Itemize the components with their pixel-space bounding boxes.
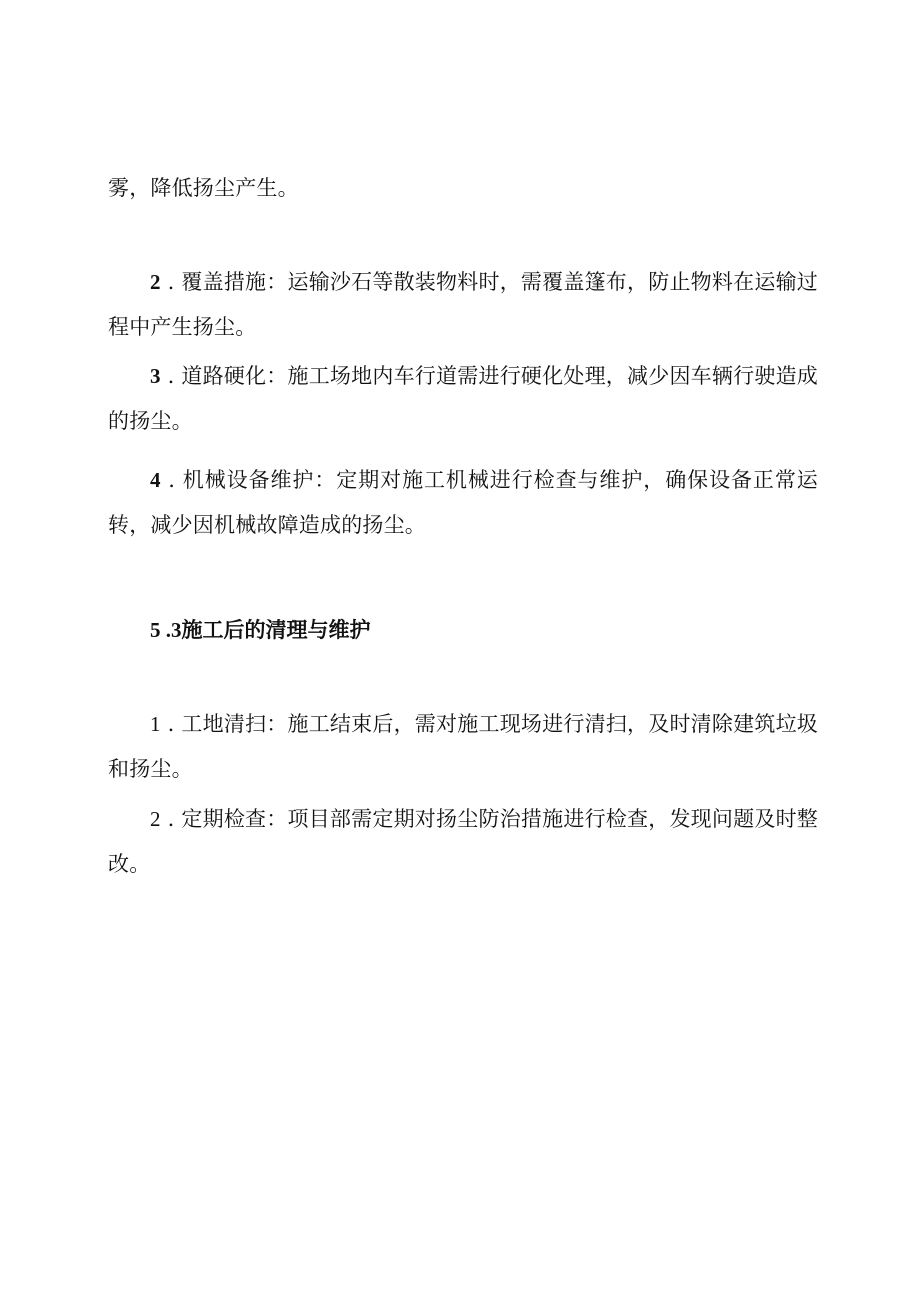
item-text: 定期检查：项目部需定期对扬尘防治措施进行检查，发现问题及时整改。 xyxy=(108,807,818,876)
item-separator: . xyxy=(160,270,182,294)
heading-title: 施工后的清理与维护 xyxy=(181,618,371,642)
section-heading xyxy=(150,608,371,653)
item-number: 3 xyxy=(150,364,161,388)
list-item xyxy=(108,260,818,350)
item-text: 道路硬化：施工场地内车行道需进行硬化处理，减少因车辆行驶造成的扬尘。 xyxy=(108,364,818,433)
heading-number: 5 xyxy=(150,618,161,642)
item-separator: . xyxy=(160,468,183,492)
item-number: 2 xyxy=(150,270,161,294)
item-number: 1 xyxy=(150,712,161,736)
heading-subnumber: .3 xyxy=(160,618,182,642)
continuation-paragraph xyxy=(108,166,818,211)
item-separator: . xyxy=(160,364,182,388)
list-item xyxy=(108,797,818,887)
item-text: 工地清扫：施工结束后，需对施工现场进行清扫，及时清除建筑垃圾和扬尘。 xyxy=(108,712,818,781)
item-number: 2 xyxy=(150,807,161,831)
item-text: 覆盖措施：运输沙石等散装物料时，需覆盖篷布，防止物料在运输过程中产生扬尘。 xyxy=(108,270,818,339)
item-separator: . xyxy=(160,807,182,831)
list-item xyxy=(108,702,818,792)
list-item xyxy=(108,354,818,444)
list-item xyxy=(108,458,818,548)
item-number: 4 xyxy=(150,468,161,492)
item-text: 机械设备维护：定期对施工机械进行检查与维护，确保设备正常运转，减少因机械故障造成的扬尘。 xyxy=(108,468,818,537)
item-separator: . xyxy=(160,712,182,736)
continuation-text: 雾，降低扬尘产生。 xyxy=(108,176,299,200)
